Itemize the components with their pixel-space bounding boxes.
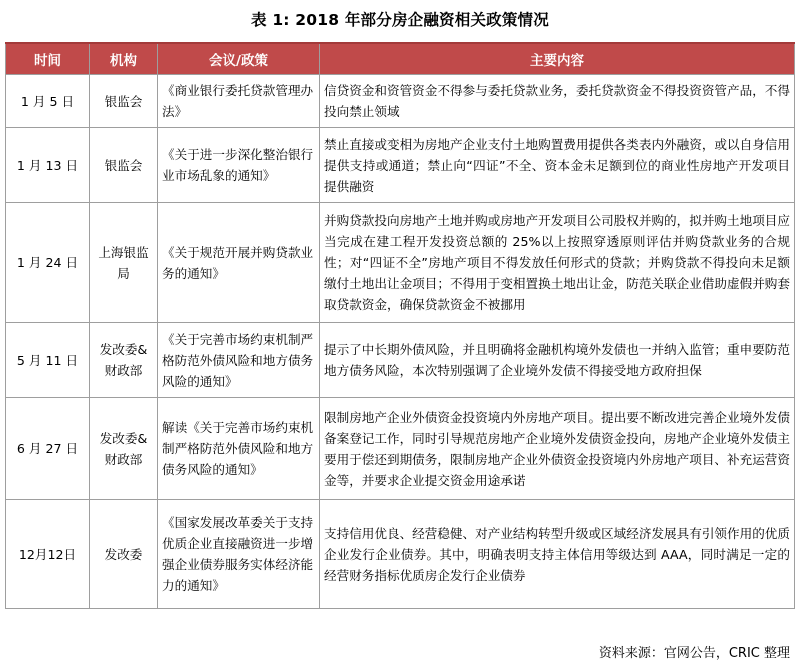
header-org: 机构 [90, 43, 158, 75]
cell-content: 支持信用优良、经营稳健、对产业结构转型升级或区域经济发展具有引领作用的优质企业发行企业债券。其中，明确表明支持主体信用等级达到 AAA，同时满足一定的经营财务指标优质房企发行企业债券 [320, 500, 795, 609]
table-row [6, 500, 795, 609]
table-row [6, 203, 795, 323]
cell-time: 1 月 24 日 [6, 203, 90, 323]
table-row [6, 128, 795, 203]
cell-org: 发改委 [90, 500, 158, 609]
cell-time: 1 月 13 日 [6, 128, 90, 203]
header-time: 时间 [6, 43, 90, 75]
policy-table [5, 42, 795, 609]
cell-doc: 解读《关于完善市场约束机制严格防范外债风险和地方债务风险的通知》 [158, 398, 320, 500]
cell-org: 发改委&财政部 [90, 398, 158, 500]
table-row [6, 398, 795, 500]
cell-doc: 《关于进一步深化整治银行业市场乱象的通知》 [158, 128, 320, 203]
header-doc: 会议/政策 [158, 43, 320, 75]
table-title: 表 1: 2018 年部分房企融资相关政策情况 [251, 11, 549, 29]
cell-org: 银监会 [90, 128, 158, 203]
cell-doc: 《关于完善市场约束机制严格防范外债风险和地方债务风险的通知》 [158, 323, 320, 398]
cell-content: 限制房地产企业外债资金投资境内外房地产项目。提出要不断改进完善企业境外发债备案登记工作，同时引导规范房地产企业境外发债资金投向，房地产企业境外发债主要用于偿还到期债务，限制房地产企业外债资金投资境内外房地产项目、补充运营资金等，并要求企业提交资金用途承诺 [320, 398, 795, 500]
cell-doc: 《关于规范开展并购贷款业务的通知》 [158, 203, 320, 323]
cell-doc: 《商业银行委托贷款管理办法》 [158, 75, 320, 128]
cell-content: 禁止直接或变相为房地产企业支付土地购置费用提供各类表内外融资，或以自身信用提供支持或通道；禁止向“四证”不全、资本金未足额到位的商业性房地产开发项目提供融资 [320, 128, 795, 203]
cell-org: 银监会 [90, 75, 158, 128]
cell-time: 5 月 11 日 [6, 323, 90, 398]
header-content: 主要内容 [320, 43, 795, 75]
cell-org: 发改委&财政部 [90, 323, 158, 398]
table-row [6, 323, 795, 398]
cell-doc: 《国家发展改革委关于支持优质企业直接融资进一步增强企业债券服务实体经济能力的通知》 [158, 500, 320, 609]
table-row [6, 75, 795, 128]
cell-time: 12月12日 [6, 500, 90, 609]
cell-time: 6 月 27 日 [6, 398, 90, 500]
cell-content: 并购贷款投向房地产土地并购或房地产开发项目公司股权并购的，拟并购土地项目应当完成在建工程开发投资总额的 25%以上按照穿透原则评估并购贷款业务的合规性；对“四证不全”房地产项目不得发放任何形式的贷款；并购贷款不得投向未足额缴付土地出让金项目；不得用于变相置换土地出让金，防范关联企业借助虚假并购套取贷款资金，确保贷款资金不被挪用 [320, 203, 795, 323]
cell-content: 信贷资金和资管资金不得参与委托贷款业务，委托贷款资金不得投资资管产品，不得投向禁止领域 [320, 75, 795, 128]
cell-time: 1 月 5 日 [6, 75, 90, 128]
table-header-row [6, 43, 795, 75]
cell-org: 上海银监局 [90, 203, 158, 323]
cell-content: 提示了中长期外债风险，并且明确将金融机构境外发债也一并纳入监管；重申要防范地方债务风险，本次特别强调了企业境外发债不得接受地方政府担保 [320, 323, 795, 398]
source-note: 资料来源：官网公告，CRIC 整理 [598, 646, 790, 661]
